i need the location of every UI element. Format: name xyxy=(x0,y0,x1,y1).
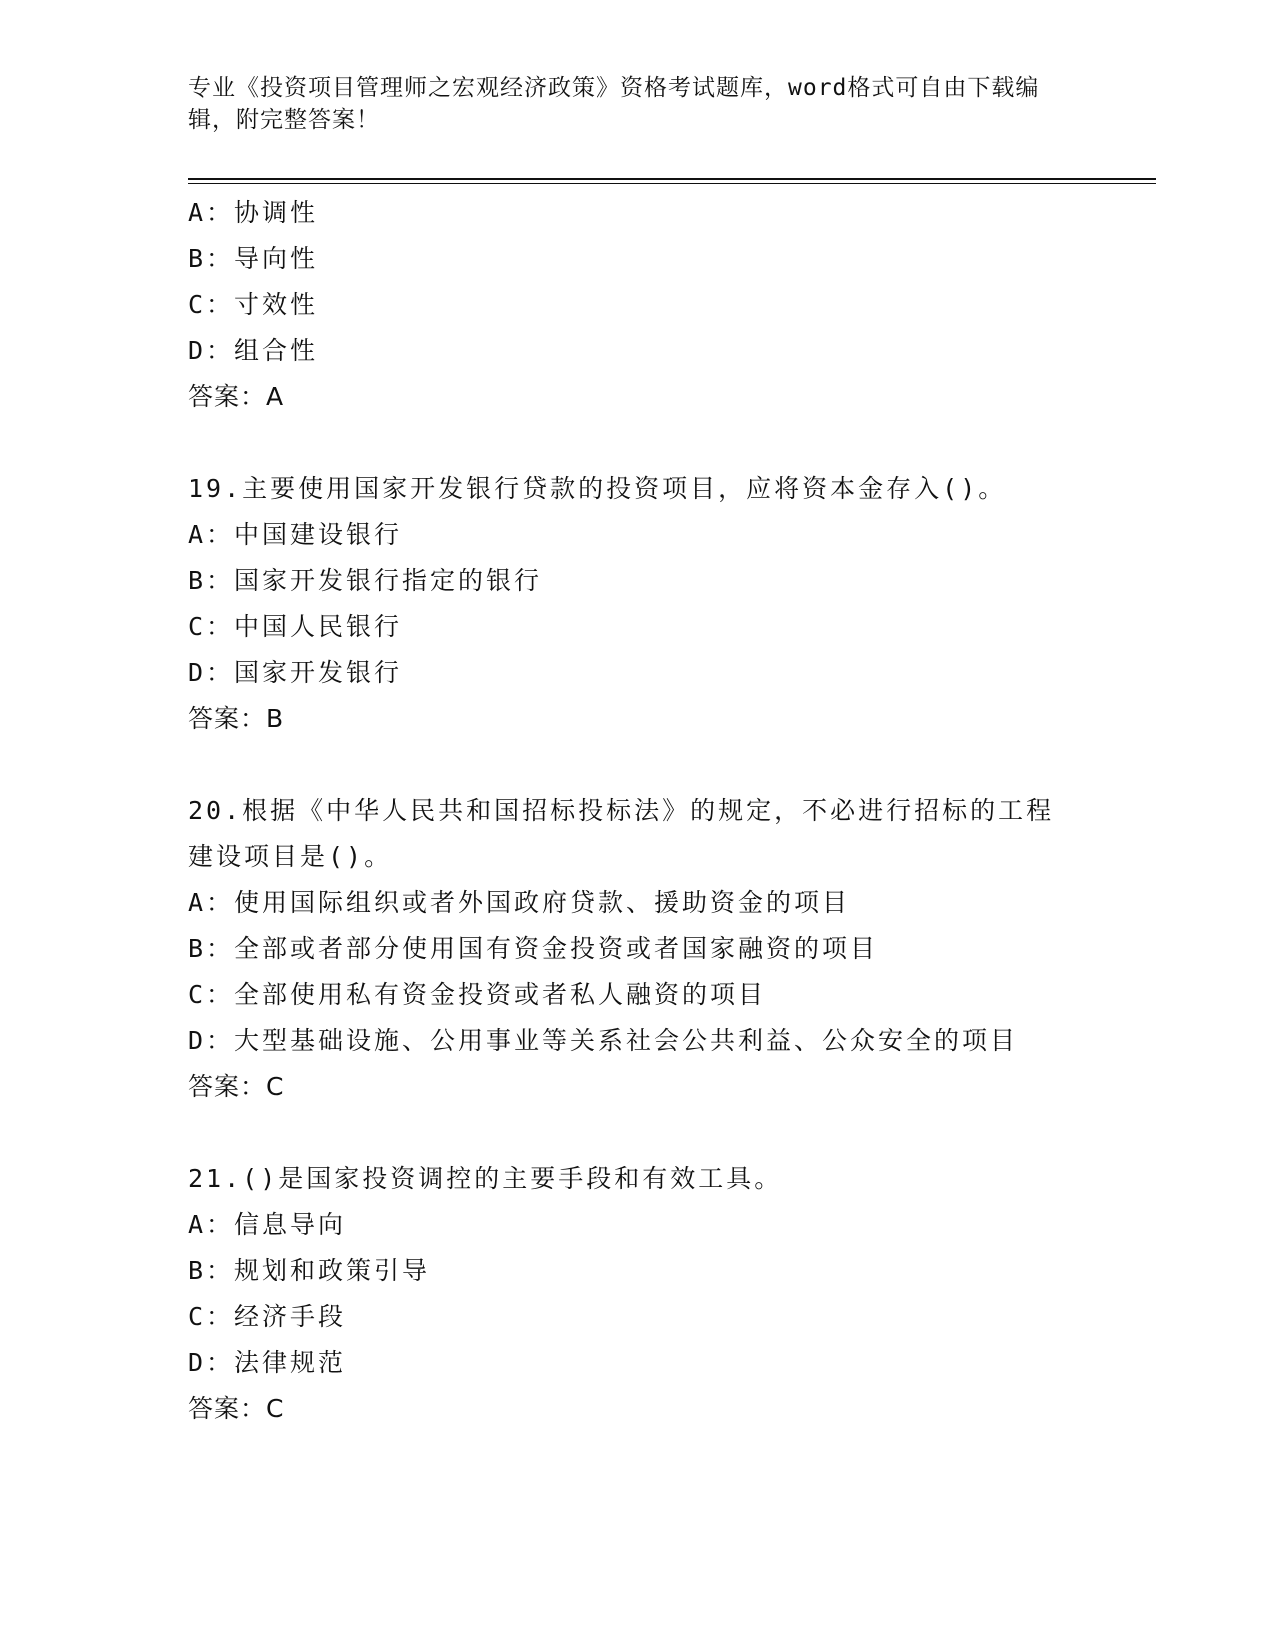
header-rule-thick xyxy=(188,178,1156,180)
option-c: C：中国人民银行 xyxy=(188,612,403,641)
question-text-line-2: 建设项目是()。 xyxy=(188,842,393,871)
option-b: B：全部或者部分使用国有资金投资或者国家融资的项目 xyxy=(188,934,879,963)
option-a: A：使用国际组织或者外国政府贷款、援助资金的项目 xyxy=(188,888,851,917)
spacer xyxy=(188,742,1156,788)
question-21 xyxy=(188,1156,1156,1432)
spacer xyxy=(188,420,1156,466)
question-19 xyxy=(188,466,1156,742)
option-c: C：全部使用私有资金投资或者私人融资的项目 xyxy=(188,980,767,1009)
option-a: A：协调性 xyxy=(188,198,319,227)
option-c: C：寸效性 xyxy=(188,290,319,319)
spacer xyxy=(188,1110,1156,1156)
option-c: C：经济手段 xyxy=(188,1302,347,1331)
document-header xyxy=(188,72,1068,136)
answer: 答案：B xyxy=(188,704,285,733)
option-d: D：组合性 xyxy=(188,336,319,365)
option-b: B：导向性 xyxy=(188,244,319,273)
question-list xyxy=(188,190,1156,1432)
answer: 答案：A xyxy=(188,382,285,411)
answer: 答案：C xyxy=(188,1072,285,1101)
option-d: D：大型基础设施、公用事业等关系社会公共利益、公众安全的项目 xyxy=(188,1026,1019,1055)
header-line-2: 辑，附完整答案！ xyxy=(188,107,380,133)
question-text-line-1: 20.根据《中华人民共和国招标投标法》的规定，不必进行招标的工程 xyxy=(188,796,1055,825)
question-text: 19.主要使用国家开发银行贷款的投资项目，应将资本金存入()。 xyxy=(188,474,1007,503)
option-b: B：规划和政策引导 xyxy=(188,1256,431,1285)
question-text: 21.()是国家投资调控的主要手段和有效工具。 xyxy=(188,1164,783,1193)
header-rule-thin xyxy=(188,183,1156,184)
option-d: D：国家开发银行 xyxy=(188,658,403,687)
option-a: A：中国建设银行 xyxy=(188,520,403,549)
option-d: D：法律规范 xyxy=(188,1348,347,1377)
option-a: A：信息导向 xyxy=(188,1210,347,1239)
header-line-1: 专业《投资项目管理师之宏观经济政策》资格考试题库，word格式可自由下载编 xyxy=(188,75,1040,101)
option-b: B：国家开发银行指定的银行 xyxy=(188,566,543,595)
question-18 xyxy=(188,190,1156,420)
question-20 xyxy=(188,788,1156,1110)
answer: 答案：C xyxy=(188,1394,285,1423)
